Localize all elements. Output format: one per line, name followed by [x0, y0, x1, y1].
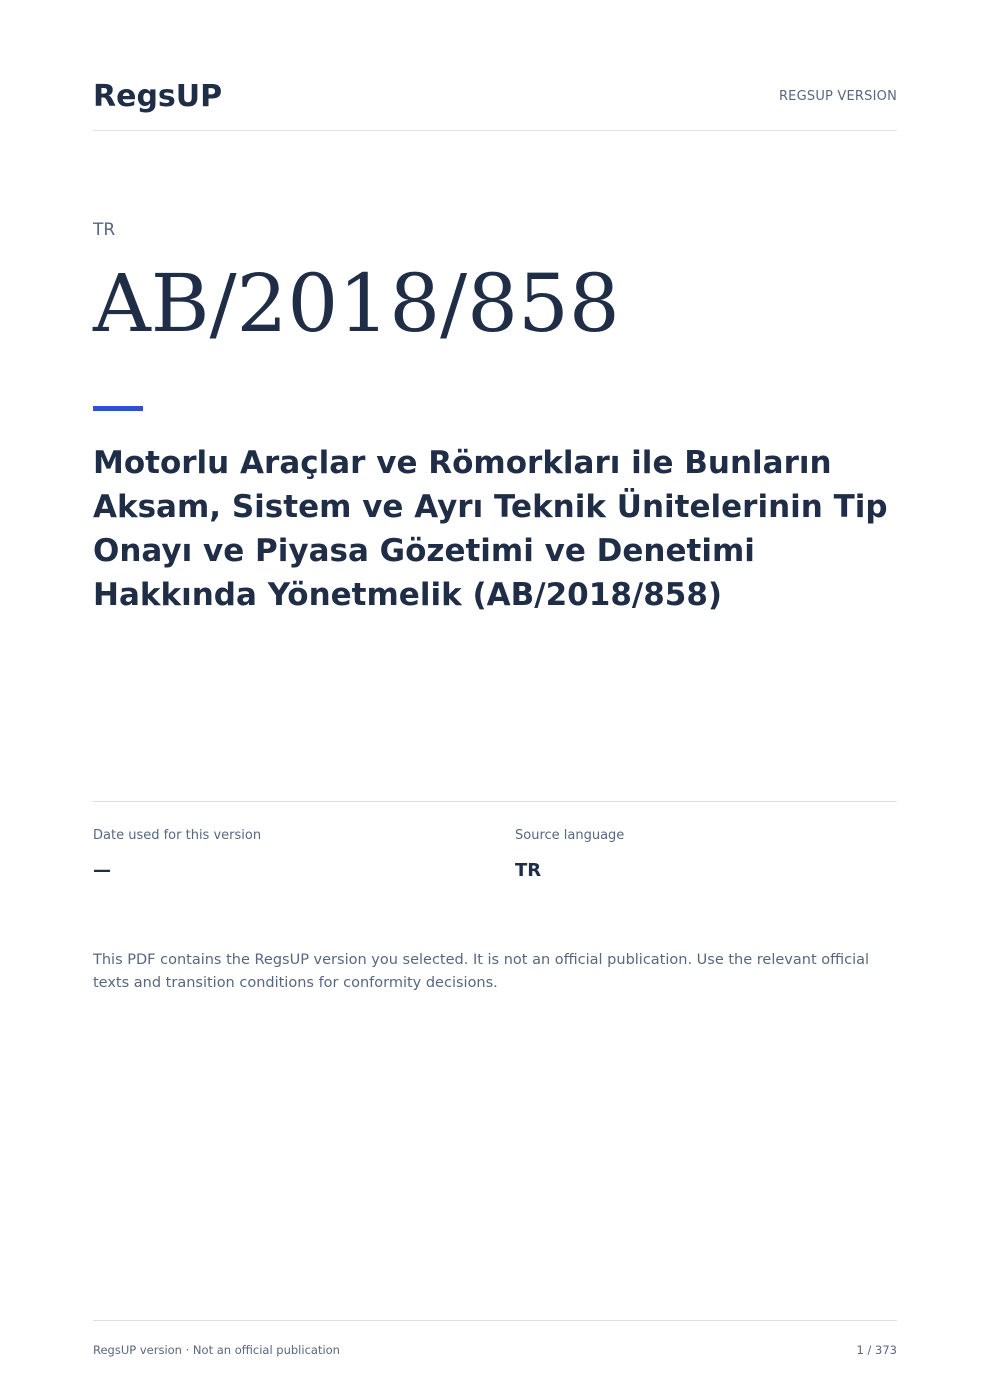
source-language-field: [515, 828, 624, 882]
brand-logo-text: RegsUP: [93, 79, 223, 114]
source-language-label: Source language: [515, 828, 625, 843]
date-field: [93, 828, 261, 882]
version-label: REGSUP VERSION: [778, 89, 897, 104]
page-indicator: 1 / 373: [856, 1343, 897, 1357]
date-label: Date used for this version: [93, 828, 262, 843]
page-footer: [93, 1320, 897, 1357]
document-title: Motorlu Araçlar ve Römorkları ile Bunların Aksam, Sistem ve Ayrı Teknik Ünitelerinin Tip Onayı ve Piyasa Gözetimi ve Denetimi Hakkında Yönetmelik (AB/2018/858): [93, 445, 888, 613]
source-language-value: TR: [515, 860, 542, 881]
document-identifier: AB/2018/858: [93, 257, 620, 350]
metadata-section: [93, 801, 897, 881]
language-code: TR: [93, 220, 116, 240]
date-value: —: [93, 860, 111, 881]
page-header: [93, 78, 897, 131]
accent-divider: [93, 406, 143, 411]
footer-note: RegsUP version · Not an official publication: [93, 1343, 340, 1357]
document-page: [93, 0, 897, 1400]
disclaimer-text: This PDF contains the RegsUP version you selected. It is not an official publication. Use the relevant official texts and transition conditions for conformity decisions.: [93, 952, 870, 991]
